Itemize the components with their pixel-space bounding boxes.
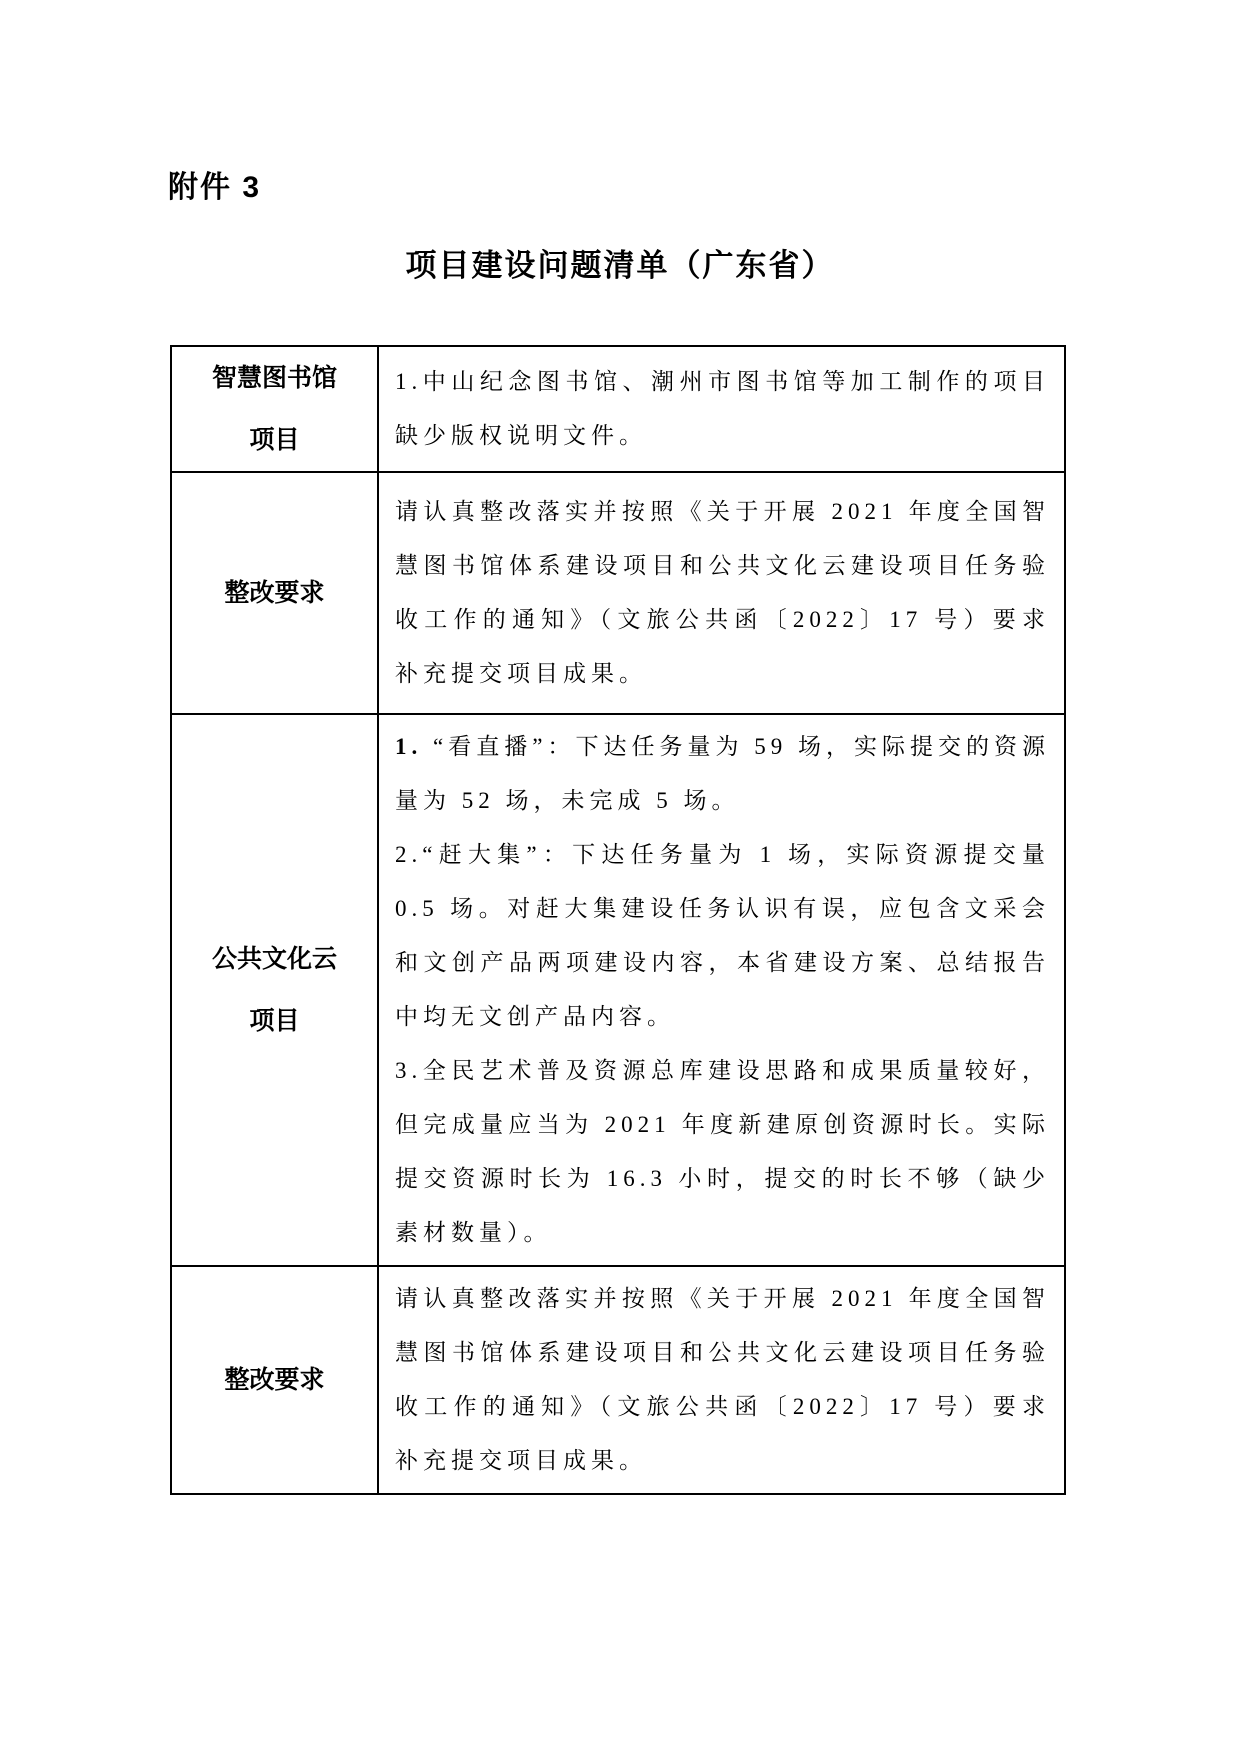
row-content-cell xyxy=(378,346,1065,472)
row-label-line: 项目 xyxy=(249,1007,300,1035)
cell-paragraph: 请认真整改落实并按照《关于开展 2021 年度全国智慧图书馆体系建设项目和公共文化云建设项目任务验收工作的通知》（文旅公共函〔2022〕17 号）要求补充提交项目成果。 xyxy=(395,1286,1051,1473)
row-label-cell xyxy=(171,1266,378,1494)
row-label-cell xyxy=(171,714,378,1266)
row-label-cell xyxy=(171,346,378,472)
row-content-cell xyxy=(378,472,1065,714)
row-label-cell xyxy=(171,472,378,714)
table-row xyxy=(171,714,1065,1266)
row-content-cell xyxy=(378,1266,1065,1494)
paragraph-bold-prefix: 1. xyxy=(395,734,423,759)
row-label-line: 整改要求 xyxy=(224,579,325,607)
page-title: 项目建设问题清单（广东省） xyxy=(405,248,835,283)
table-row xyxy=(171,346,1065,472)
row-label-line: 公共文化云 xyxy=(211,945,337,973)
table-row xyxy=(171,472,1065,714)
row-label-line: 整改要求 xyxy=(224,1366,325,1394)
row-label-line: 智慧图书馆 xyxy=(211,364,337,392)
row-label-line: 项目 xyxy=(249,426,300,454)
cell-paragraph: 2.“赶大集”：下达任务量为 1 场，实际资源提交量 0.5 场。对赶大集建设任务认识有误，应包含文采会和文创产品两项建设内容，本省建设方案、总结报告中均无文创产品内容。 xyxy=(395,842,1050,1029)
table-row xyxy=(171,1266,1065,1494)
row-content-cell xyxy=(378,714,1065,1266)
table-body xyxy=(171,346,1065,1494)
problem-list-table xyxy=(170,345,1066,1495)
cell-paragraph: 3.全民艺术普及资源总库建设思路和成果质量较好，但完成量应当为 2021 年度新建原创资源时长。实际提交资源时长为 16.3 小时，提交的时长不够（缺少素材数量）。 xyxy=(395,1058,1050,1245)
cell-paragraph: 1. “看直播”：下达任务量为 59 场，实际提交的资源量为 52 场，未完成 5 场。 xyxy=(395,734,1050,813)
cell-paragraph: 1.中山纪念图书馆、潮州市图书馆等加工制作的项目缺少版权说明文件。 xyxy=(395,369,1050,448)
cell-paragraph: 请认真整改落实并按照《关于开展 2021 年度全国智慧图书馆体系建设项目和公共文化云建设项目任务验收工作的通知》（文旅公共函〔2022〕17 号）要求补充提交项目成果。 xyxy=(395,499,1051,686)
attachment-label: 附件 3 xyxy=(168,171,262,204)
